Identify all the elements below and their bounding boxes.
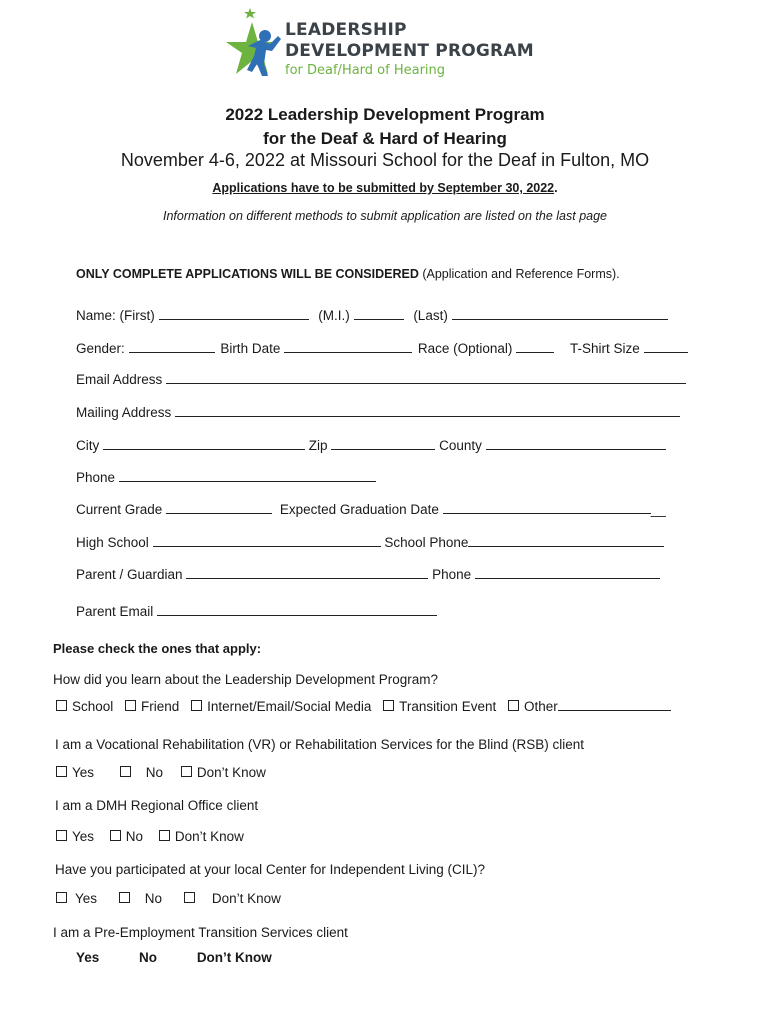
email-field[interactable]: [166, 371, 686, 384]
checkbox-icon: [56, 892, 67, 903]
q3-options: [56, 829, 244, 844]
q2-dont-know-label: Don’t Know: [196, 765, 266, 780]
checkbox-icon: [191, 700, 202, 711]
q2-options: [56, 765, 266, 780]
high-school-label: High School: [76, 535, 149, 550]
city-label: City: [76, 438, 100, 453]
logo-line-3: for Deaf/Hard of Hearing: [285, 63, 446, 78]
checkbox-icon: [184, 892, 195, 903]
high-school-field[interactable]: [153, 534, 381, 547]
parent-row: [76, 566, 660, 582]
q3-option-dont-know[interactable]: [159, 829, 244, 844]
grade-row: [76, 501, 666, 517]
name-row: [76, 307, 668, 323]
q2-yes-label: Yes: [72, 765, 95, 780]
small-star-icon: [244, 8, 256, 19]
q1-text: How did you learn about the Leadership Development Program?: [53, 672, 438, 687]
q5-text: I am a Pre-Employment Transition Services client: [53, 925, 348, 940]
q1-other-field[interactable]: [558, 698, 671, 711]
mailing-row: [76, 404, 680, 420]
q1-option-internet[interactable]: [191, 699, 371, 714]
title-line-2: for the Deaf & Hard of Hearing: [263, 129, 507, 148]
parent-label: Parent / Guardian: [76, 567, 183, 582]
deadline-text: Applications have to be submitted by September 30, 2022: [212, 181, 555, 195]
q1-option-friend[interactable]: [125, 699, 179, 714]
parent-email-label: Parent Email: [76, 604, 154, 619]
race-label: Race (Optional): [417, 341, 513, 356]
q5-option-dont-know[interactable]: Don’t Know: [196, 950, 272, 965]
mi-label: (M.I.): [318, 308, 350, 323]
title-line-1: 2022 Leadership Development Program: [225, 105, 545, 124]
person-head-icon: [259, 30, 271, 42]
zip-label: Zip: [308, 438, 328, 453]
tshirt-field[interactable]: [644, 340, 688, 353]
school-row: [76, 534, 664, 550]
logo-line-2: DEVELOPMENT PROGRAM: [285, 41, 534, 61]
checks-heading: Please check the ones that apply:: [53, 641, 262, 656]
q4-dont-know-label: Don’t Know: [211, 891, 281, 906]
parent-email-row: [76, 603, 437, 619]
school-phone-field[interactable]: [468, 534, 664, 547]
q4-text: Have you participated at your local Center for Independent Living (CIL)?: [55, 862, 485, 877]
q2-option-yes[interactable]: [56, 765, 94, 780]
county-label: County: [439, 438, 482, 453]
last-name-field[interactable]: [452, 307, 668, 320]
q2-option-no[interactable]: [120, 765, 163, 780]
q1-other-label: Other: [523, 699, 558, 714]
gender-row: [76, 340, 688, 356]
checkbox-icon: [508, 700, 519, 711]
current-grade-field[interactable]: [166, 501, 272, 514]
complete-notice: [76, 267, 620, 281]
checkbox-icon: [120, 766, 131, 777]
q3-yes-label: Yes: [72, 829, 95, 844]
race-field[interactable]: [516, 340, 554, 353]
logo-line-1: LEADERSHIP: [285, 20, 407, 40]
q1-option-other[interactable]: [508, 699, 558, 714]
parent-field[interactable]: [186, 566, 428, 579]
q3-text: I am a DMH Regional Office client: [55, 798, 259, 813]
q4-yes-label: Yes: [75, 891, 98, 906]
q1-internet-label: Internet/Email/Social Media: [207, 699, 372, 714]
parent-phone-field[interactable]: [475, 566, 660, 579]
mailing-field[interactable]: [175, 404, 680, 417]
q1-transition-label: Transition Event: [399, 699, 497, 714]
q1-friend-label: Friend: [141, 699, 180, 714]
first-name-field[interactable]: [159, 307, 309, 320]
gender-field[interactable]: [129, 340, 215, 353]
phone-field[interactable]: [119, 469, 376, 482]
expected-grad-label: Expected Graduation Date: [279, 502, 439, 517]
birth-date-field[interactable]: [284, 340, 412, 353]
city-row: [76, 437, 666, 453]
q2-no-label: No: [145, 765, 164, 780]
first-name-label: Name: (First): [76, 308, 155, 323]
q5-option-no[interactable]: No: [139, 950, 158, 965]
gender-label: Gender:: [76, 341, 125, 356]
q3-option-yes[interactable]: [56, 829, 94, 844]
city-field[interactable]: [103, 437, 305, 450]
checkbox-icon: [125, 700, 136, 711]
q4-options: [56, 891, 281, 906]
q1-option-transition[interactable]: [383, 699, 496, 714]
logo-text: [285, 22, 534, 77]
q3-option-no[interactable]: [110, 829, 143, 844]
checkbox-icon: [56, 700, 67, 711]
deadline-notice: [0, 181, 770, 195]
birth-date-label: Birth Date: [220, 341, 281, 356]
current-grade-label: Current Grade: [76, 502, 163, 517]
q5-options: [76, 950, 272, 965]
expected-grad-field[interactable]: [443, 501, 651, 514]
checkbox-icon: [383, 700, 394, 711]
q2-text: I am a Vocational Rehabilitation (VR) or Rehabilitation Services for the Blind (RSB) client: [55, 737, 584, 752]
mailing-label: Mailing Address: [76, 405, 172, 420]
checkbox-icon: [110, 830, 121, 841]
deadline-end: .: [554, 181, 558, 195]
notice-bold: ONLY COMPLETE APPLICATIONS WILL BE CONSIDERED: [76, 267, 419, 281]
expected-grad-tail: __: [650, 502, 666, 517]
zip-field[interactable]: [331, 437, 435, 450]
mi-field[interactable]: [354, 307, 404, 320]
q2-option-dont-know[interactable]: [181, 765, 266, 780]
notice-rest: (Application and Reference Forms).: [418, 267, 620, 281]
tshirt-label: T-Shirt Size: [569, 341, 640, 356]
email-label: Email Address: [76, 372, 163, 387]
q1-school-label: School: [72, 699, 114, 714]
phone-label: Phone: [76, 470, 116, 485]
subtitle: November 4-6, 2022 at Missouri School for the Deaf in Fulton, MO: [120, 150, 650, 170]
q5-option-yes[interactable]: Yes: [76, 950, 100, 965]
checkbox-icon: [119, 892, 130, 903]
school-phone-label: School Phone: [384, 535, 469, 550]
county-field[interactable]: [486, 437, 666, 450]
q4-option-dont-know[interactable]: [184, 891, 281, 906]
q3-no-label: No: [125, 829, 144, 844]
phone-row: [76, 469, 376, 485]
q4-no-label: No: [144, 891, 163, 906]
q3-dont-know-label: Don’t Know: [174, 829, 244, 844]
email-row: [76, 371, 686, 387]
q1-option-school[interactable]: [56, 699, 113, 714]
q4-option-yes[interactable]: [56, 891, 97, 906]
info-note: Information on different methods to submit application are listed on the last page: [162, 209, 607, 223]
checkbox-icon: [159, 830, 170, 841]
last-name-label: (Last): [413, 308, 448, 323]
checkbox-icon: [181, 766, 192, 777]
q4-option-no[interactable]: [119, 891, 162, 906]
checkbox-icon: [56, 766, 67, 777]
q1-options: [56, 698, 671, 714]
checkbox-icon: [56, 830, 67, 841]
parent-phone-label: Phone: [432, 567, 472, 582]
parent-email-field[interactable]: [157, 603, 437, 616]
